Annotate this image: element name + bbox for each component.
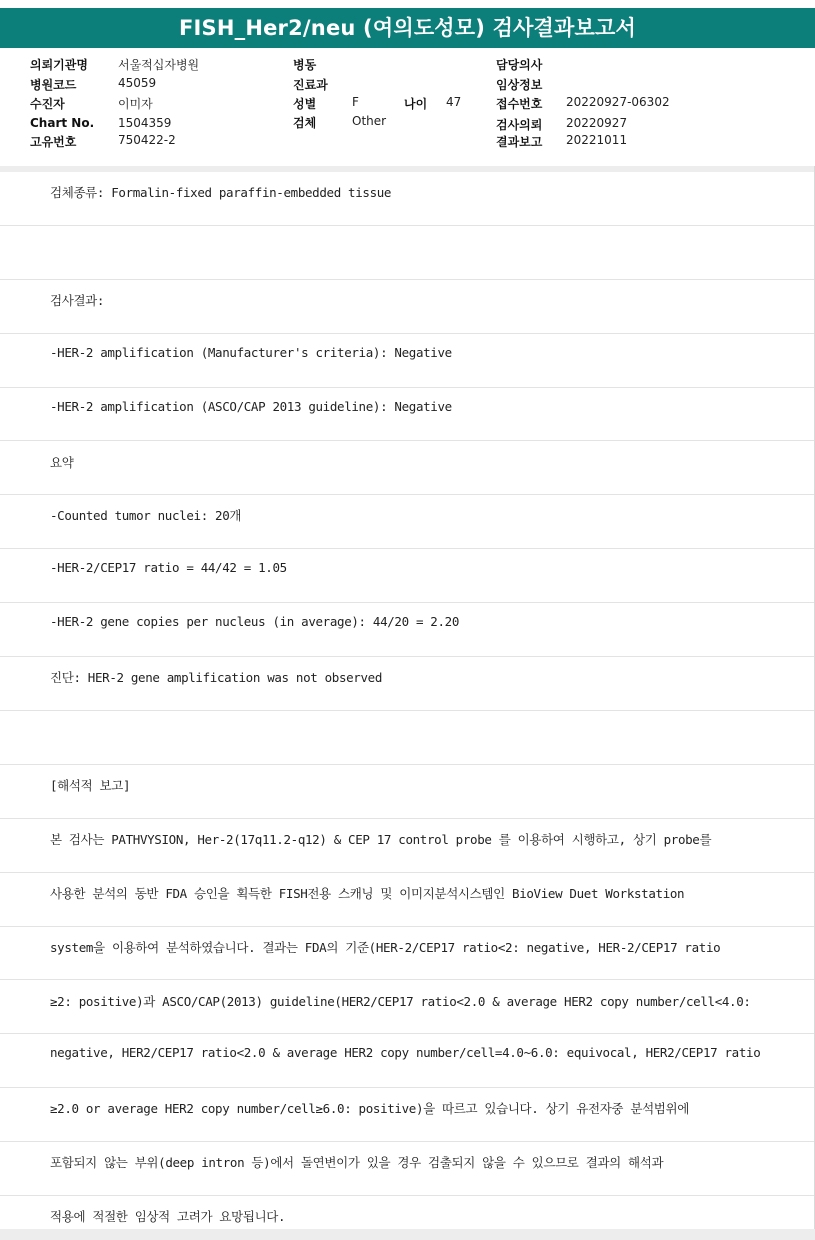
report-line [0,495,815,549]
header-field-institution [30,56,88,73]
header-value: Other [352,114,387,128]
report-header [0,48,815,167]
report-line-text: 본 검사는 PATHVYSION, Her-2(17q11.2-q12) & CEP 17 control probe 를 이용하여 시행하고, 상기 probe를 [50,831,712,847]
header-field-ward [293,56,316,73]
header-label: Chart No. [30,116,95,130]
report-line-text: negative, HER2/CEP17 ratio<2.0 & average HER2 copy number/cell=4.0~6.0: equivocal, HER2/CEP17 ratio [50,1045,761,1061]
report-line-text: 진단: HER-2 gene amplification was not observed [50,670,383,686]
header-value: 1504359 [118,116,172,130]
header-label: 고유번호 [30,135,77,149]
header-label: 의뢰기관명 [30,58,88,72]
report-line [0,1088,815,1142]
header-field-request-date [496,116,542,133]
header-value-wrap [118,133,176,147]
header-value-wrap [118,116,171,130]
report-line [0,442,815,496]
report-line-text: 적용에 적절한 임상적 고려가 요망됩니다. [50,1209,286,1225]
report-line [0,334,815,388]
report-line [0,819,815,873]
header-value-wrap [446,95,461,109]
header-label: 접수번호 [496,97,543,111]
report-line-text: ≥2.0 or average HER2 copy number/cell≥6.0: positive)을 따르고 있습니다. 상기 유전자중 분석범위에 [50,1101,689,1117]
header-label: 결과보고 [496,135,543,149]
header-field-hospital-code [30,76,76,93]
bottom-band [0,1229,815,1240]
report-line-text: [해석적 보고] [50,777,131,793]
header-field-department [293,76,328,93]
header-label: 임상정보 [496,78,543,92]
report-line [0,1142,815,1196]
header-label: 나이 [404,97,428,111]
report-line-text: -HER-2/CEP17 ratio = 44/42 = 1.05 [50,560,287,576]
header-value: 20220927-06302 [566,95,670,109]
header-label: 담당의사 [496,58,543,72]
report-line-text: 사용한 분석의 동반 FDA 승인을 획득한 FISH전용 스캐닝 및 이미지분석시스템인 BioView Duet Workstation [50,885,685,901]
header-field-chart-no [30,116,94,130]
header-field-patient [30,95,65,112]
header-field-unique-no [30,133,76,150]
header-value: 이미자 [118,97,153,111]
header-value: 20220927 [566,116,628,130]
report-line-text: ≥2: positive)과 ASCO/CAP(2013) guideline(HER2/CEP17 ratio<2.0 & average HER2 copy number/cell<4.0: [50,993,751,1009]
header-value-wrap [352,95,359,109]
report-line [0,927,815,981]
header-value: 서울적십자병원 [118,58,200,72]
header-value: 45059 [118,76,157,90]
header-field-doctor [496,56,542,73]
header-field-specimen [293,114,316,131]
report-title: FISH_Her2/neu (여의도성모) 검사결과보고서 [0,8,815,48]
report-line-text: 검체종류: Formalin-fixed paraffin-embedded tissue [50,185,392,200]
header-label: 진료과 [293,78,328,92]
header-label: 검사의뢰 [496,118,543,132]
report-line [0,549,815,603]
header-value-wrap [566,116,627,130]
report-line [0,280,815,334]
header-value-wrap [566,133,627,147]
header-field-clinical-info [496,76,542,93]
report-line-text: -Counted tumor nuclei: 20개 [50,508,242,524]
report-line-text: system을 이용하여 분석하였습니다. 결과는 FDA의 기준(HER-2/CEP17 ratio<2: negative, HER-2/CEP17 ratio [50,939,721,955]
report-line-text: -HER-2 amplification (ASCO/CAP 2013 guideline): Negative [50,398,452,414]
top-strip [0,0,815,8]
report-line [0,873,815,927]
report-line [0,765,815,819]
header-value-wrap [352,114,386,128]
header-field-receipt-no [496,95,542,112]
report-line [0,388,815,442]
header-value: 20221011 [566,133,628,147]
report-line [0,1034,815,1088]
header-field-age [404,95,427,112]
report-line [0,226,815,280]
report-line-text: -HER-2 gene copies per nucleus (in average): 44/20 = 2.20 [50,614,460,630]
header-label: 검체 [293,116,317,130]
header-value-wrap [118,95,153,112]
header-field-report-date [496,133,542,150]
report-line [0,603,815,657]
header-value-wrap [566,95,670,109]
report-line-text: -HER-2 amplification (Manufacturer's criteria): Negative [50,344,452,360]
header-value: 750422-2 [118,133,176,147]
report-line [0,657,815,711]
report-line-text: 요약 [50,454,74,470]
header-field-sex [293,95,316,112]
report-line-text: 검사결과: [50,292,105,308]
header-value-wrap [118,76,156,90]
header-value-wrap [118,56,199,73]
header-label: 병동 [293,58,317,72]
header-label: 수진자 [30,97,65,111]
report-line [0,711,815,765]
report-line [0,981,815,1035]
report-line [0,172,815,226]
report-line-text: 포함되지 않는 부위(deep intron 등)에서 돌연변이가 있을 경우 검출되지 않을 수 있으므로 결과의 해석과 [50,1155,664,1171]
header-label: 병원코드 [30,78,77,92]
header-label: 성별 [293,97,317,111]
header-value: F [352,95,359,109]
header-value: 47 [446,95,462,109]
